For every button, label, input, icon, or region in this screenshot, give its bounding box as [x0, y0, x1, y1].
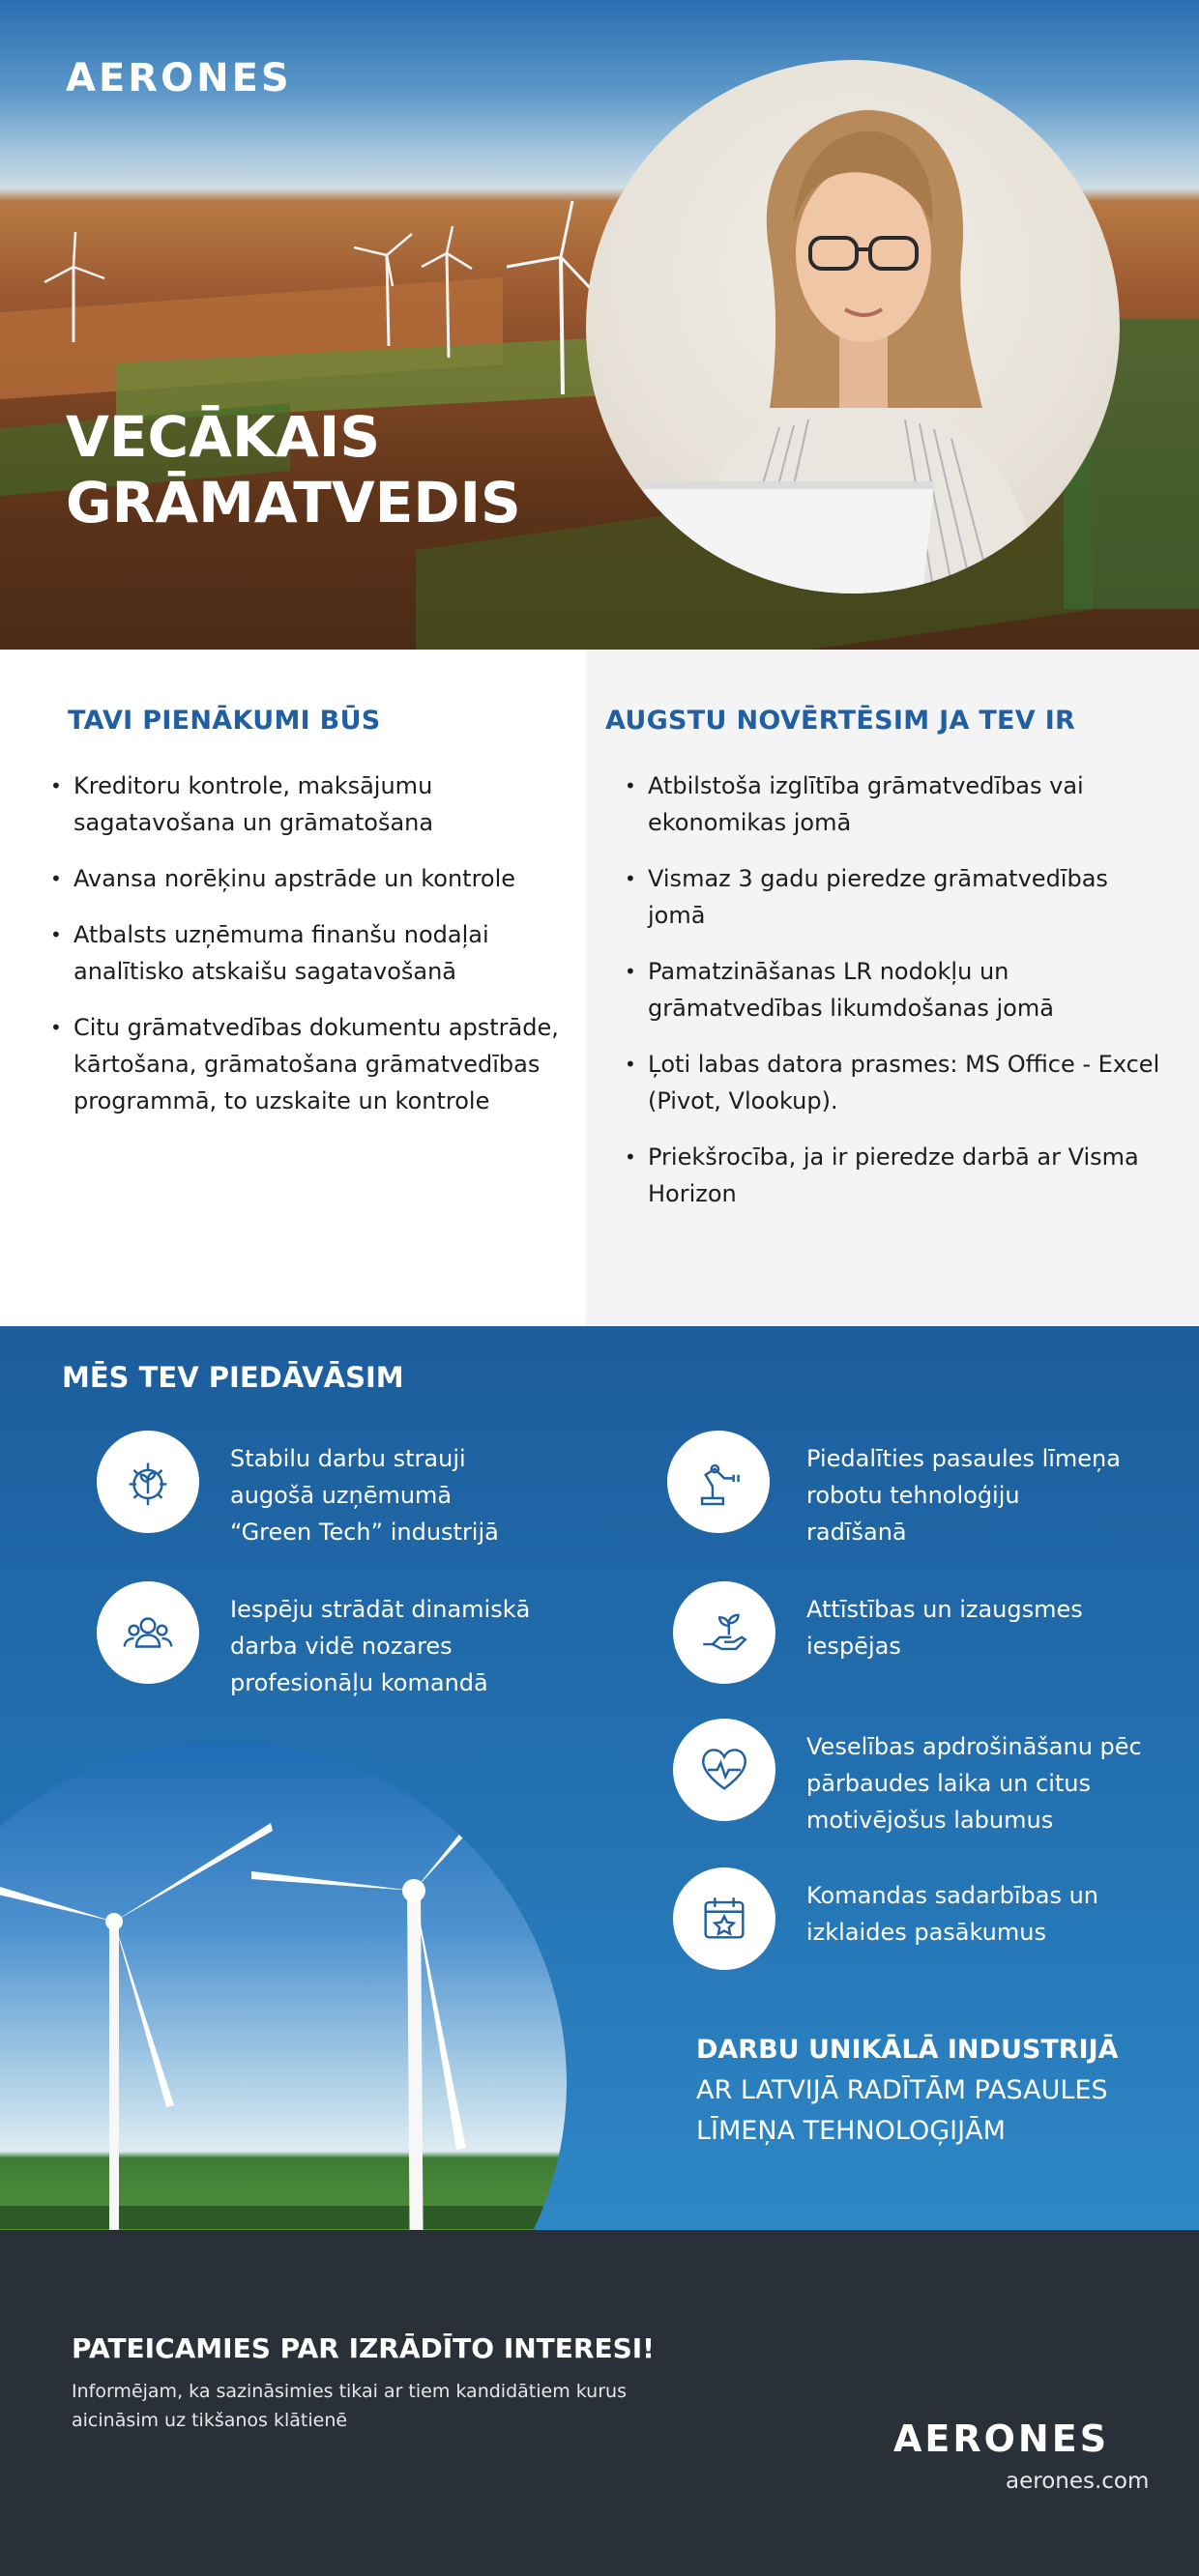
hand-plant-icon [673, 1581, 775, 1684]
slogan-line: AR LATVIJĀ RADĪTĀM PASAULES [696, 2075, 1108, 2105]
list-item: • Atbalsts uzņēmuma finanšu nodaļai analītisko atskaišu sagatavošanā [50, 916, 563, 990]
aerones-logo: AERONES [893, 2417, 1110, 2460]
slogan [696, 2030, 1180, 2152]
slogan-bold: DARBU UNIKĀLĀ INDUSTRIJĀ [696, 2035, 1119, 2065]
gear-plant-icon [97, 1431, 199, 1533]
duties-list [50, 767, 563, 1139]
list-item: • Citu grāmatvedības dokumentu apstrāde, kārtošana, grāmatošana grāmatvedības programmā, to uzskaite un kontrole [50, 1009, 563, 1119]
offer-item-text: Komandas sadarbības un izklaides pasākumus [806, 1882, 1099, 1946]
offer-title: MĒS TEV PIEDĀVĀSIM [62, 1361, 404, 1394]
calendar-star-icon [673, 1867, 775, 1970]
list-item: • Avansa norēķinu apstrāde un kontrole [50, 860, 563, 897]
wind-turbine-icon [0, 1742, 567, 2230]
wind-turbine-icon [418, 224, 476, 360]
heart-pulse-icon [673, 1719, 775, 1821]
woman-with-laptop-illustration [586, 60, 1120, 593]
robot-arm-icon [667, 1431, 770, 1533]
portrait-photo [586, 60, 1120, 593]
footer-text: Informējam, ka sazināsimies tikai ar tiem kandidātiem kurus aicināsim uz tikšanos klātienē [72, 2381, 627, 2431]
footer-title: PATEICAMIES PAR IZRĀDĪTO INTERESI! [72, 2332, 655, 2364]
wind-turbine-icon [503, 197, 600, 396]
footer [0, 2230, 1199, 2576]
wind-turbine-icon [39, 228, 116, 344]
offer-section [0, 1326, 1199, 2230]
duties-requirements-section [0, 650, 1199, 1326]
list-item: • Atbilstoša izglītība grāmatvedības vai ekonomikas jomā [625, 767, 1166, 841]
list-item: • Priekšrocība, ja ir pieredze darbā ar Visma Horizon [625, 1139, 1166, 1212]
wind-turbine-photo [0, 1742, 567, 2230]
list-item: • Kreditoru kontrole, maksājumu sagatavošana un grāmatošana [50, 767, 563, 841]
offer-item-text: Veselības apdrošināšanu pēc pārbaudes laika un citus motivējošus labumus [806, 1733, 1142, 1834]
list-item: • Ļoti labas datora prasmes: MS Office - Excel (Pivot, Vlookup). [625, 1046, 1166, 1119]
requirements-title: AUGSTU NOVĒRTĒSIM JA TEV IR [605, 706, 1076, 736]
offer-item-text: Stabilu darbu strauji augošā uzņēmumā “Green Tech” industrijā [230, 1445, 499, 1546]
list-item: • Vismaz 3 gadu pieredze grāmatvedības jomā [625, 860, 1166, 934]
offer-item-text: Attīstības un izaugsmes iespējas [806, 1596, 1083, 1660]
job-title: VECĀKAIS GRĀMATVEDIS [66, 404, 521, 535]
hero-banner [0, 0, 1199, 650]
slogan-line: LĪMEŅA TEHNOLOĢIJĀM [696, 2116, 1006, 2146]
aerones-logo: AERONES [66, 56, 292, 101]
website-link[interactable]: aerones.com [1006, 2469, 1150, 2494]
wind-turbine-icon [350, 222, 418, 348]
offer-item-text: Iespēju strādāt dinamiskā darba vidē nozares profesionāļu komandā [230, 1596, 531, 1696]
list-item: • Pamatzināšanas LR nodokļu un grāmatvedības likumdošanas jomā [625, 953, 1166, 1027]
requirements-list [625, 767, 1166, 1231]
team-icon [97, 1581, 199, 1684]
offer-item-text: Piedalīties pasaules līmeņa robotu tehnoloģiju radīšanā [806, 1445, 1121, 1546]
duties-title: TAVI PIENĀKUMI BŪS [68, 706, 381, 736]
